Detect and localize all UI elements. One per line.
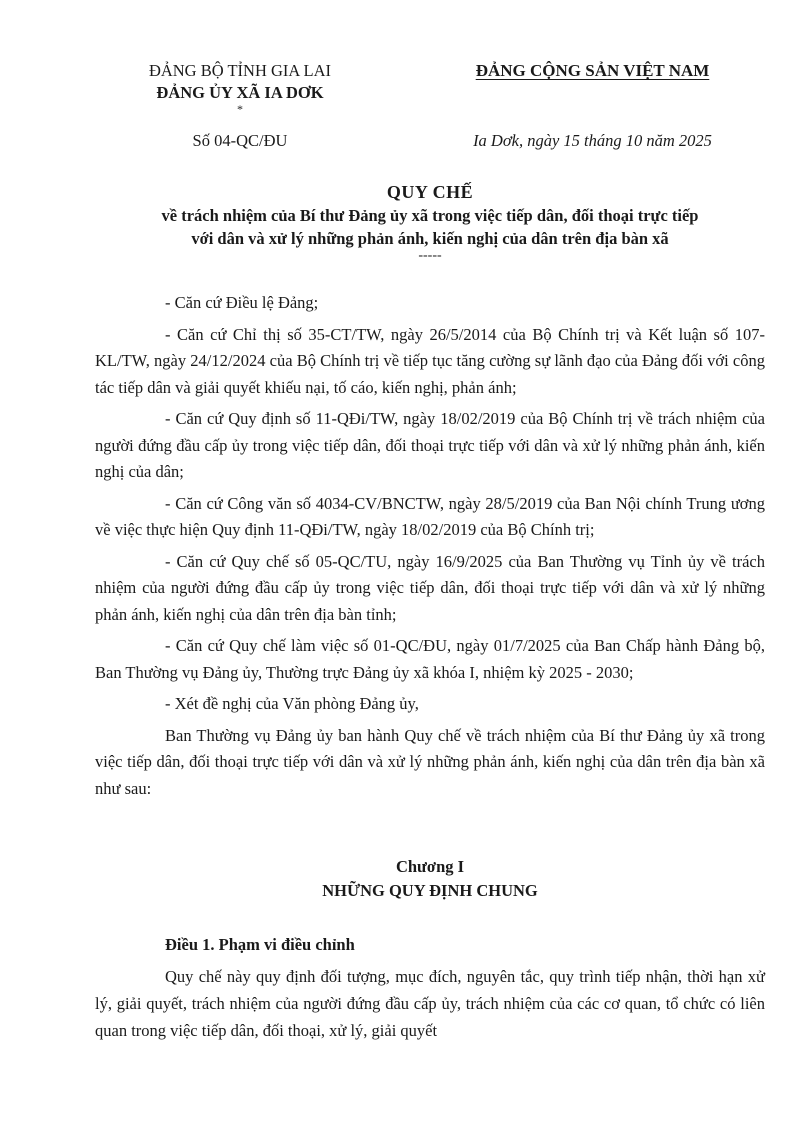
- basis-paragraph: - Căn cứ Quy chế số 05-QC/TU, ngày 16/9/2025 của Ban Thường vụ Tỉnh ủy về trách nhiệm của người đứng đầu cấp ủy trong việc tiếp dân, đối thoại trực tiếp với dân và xử lý những phản ánh, kiến nghị của dân trên địa bàn tỉnh;: [95, 551, 765, 624]
- article-1-heading: Điều 1. Phạm vi điều chỉnh: [165, 935, 355, 954]
- provincial-party-committee: ĐẢNG BỘ TỈNH GIA LAI: [148, 61, 332, 80]
- document-title: [95, 180, 765, 262]
- promulgation-paragraph: Ban Thường vụ Đảng ủy ban hành Quy chế về trách nhiệm của Bí thư Đảng ủy xã trong việc tiếp dân, đối thoại trực tiếp với dân và xử lý những phản ánh, kiến nghị của dân trên địa bàn xã như sau:: [95, 725, 765, 798]
- basis-paragraph: - Căn cứ Quy định số 11-QĐi/TW, ngày 18/02/2019 của Bộ Chính trị về trách nhiệm của người đứng đầu cấp ủy trong việc tiếp dân, đối thoại trực tiếp với dân và xử lý những phản ánh, kiến nghị của dân;: [95, 409, 765, 481]
- chapter-name: NHỮNG QUY ĐỊNH CHUNG: [322, 881, 538, 900]
- national-header: [420, 60, 765, 150]
- basis-paragraph: - Căn cứ Quy chế làm việc số 01-QC/ĐU, ngày 01/7/2025 của Ban Chấp hành Đảng bộ, Ban Thường vụ Đảng ủy, Thường trực Đảng ủy xã khóa I, nhiệm kỳ 2025 - 2030;: [95, 636, 765, 682]
- commune-party-committee: ĐẢNG ỦY XÃ IA DƠK: [156, 83, 324, 102]
- article-1-body: [95, 963, 765, 1044]
- title-separator: -----: [418, 248, 442, 263]
- issuing-authority: [95, 60, 385, 152]
- title-main: QUY CHẾ: [386, 182, 474, 202]
- basis-paragraph: - Căn cứ Điều lệ Đảng;: [165, 293, 319, 312]
- chapter-number: Chương I: [395, 857, 465, 876]
- basis-paragraph: - Căn cứ Chỉ thị số 35-CT/TW, ngày 26/5/2014 của Bộ Chính trị và Kết luận số 107-KL/TW, ngày 24/12/2024 của Bộ Chính trị về tiếp tục tăng cường sự lãnh đạo của Đảng đối với công tác tiếp dân và giải quyết khiếu nại, tố cáo, kiến nghị, phản ánh;: [95, 324, 765, 397]
- place-date: Ia Dơk, ngày 15 tháng 10 năm 2025: [473, 131, 712, 150]
- party-name: ĐẢNG CỘNG SẢN VIỆT NAM: [475, 61, 710, 80]
- document-number: Số 04-QC/ĐU: [192, 131, 288, 150]
- article-1-text: Quy chế này quy định đối tượng, mục đích, nguyên tắc, quy trình tiếp nhận, thời hạn xử lý, giải quyết, trách nhiệm của người đứng đầu cấp ủy, trách nhiệm của các cơ quan, tổ chức có liên quan trong việc tiếp dân, đối thoại, xử lý, giải quyết: [95, 967, 765, 1040]
- chapter-heading: [95, 855, 765, 903]
- basis-paragraph: - Xét đề nghị của Văn phòng Đảng ủy,: [165, 694, 419, 713]
- title-sub-line2: với dân và xử lý những phản ánh, kiến nghị của dân trên địa bàn xã: [191, 229, 669, 248]
- star-mark: *: [237, 102, 243, 116]
- legal-bases: [95, 290, 765, 807]
- title-sub-line1: về trách nhiệm của Bí thư Đảng ủy xã trong việc tiếp dân, đối thoại trực tiếp: [161, 206, 699, 225]
- basis-paragraph: - Căn cứ Công văn số 4034-CV/BNCTW, ngày 28/5/2019 của Ban Nội chính Trung ương về việc thực hiện Quy định 11-QĐi/TW, ngày 18/02/2019 của Bộ Chính trị;: [95, 493, 765, 539]
